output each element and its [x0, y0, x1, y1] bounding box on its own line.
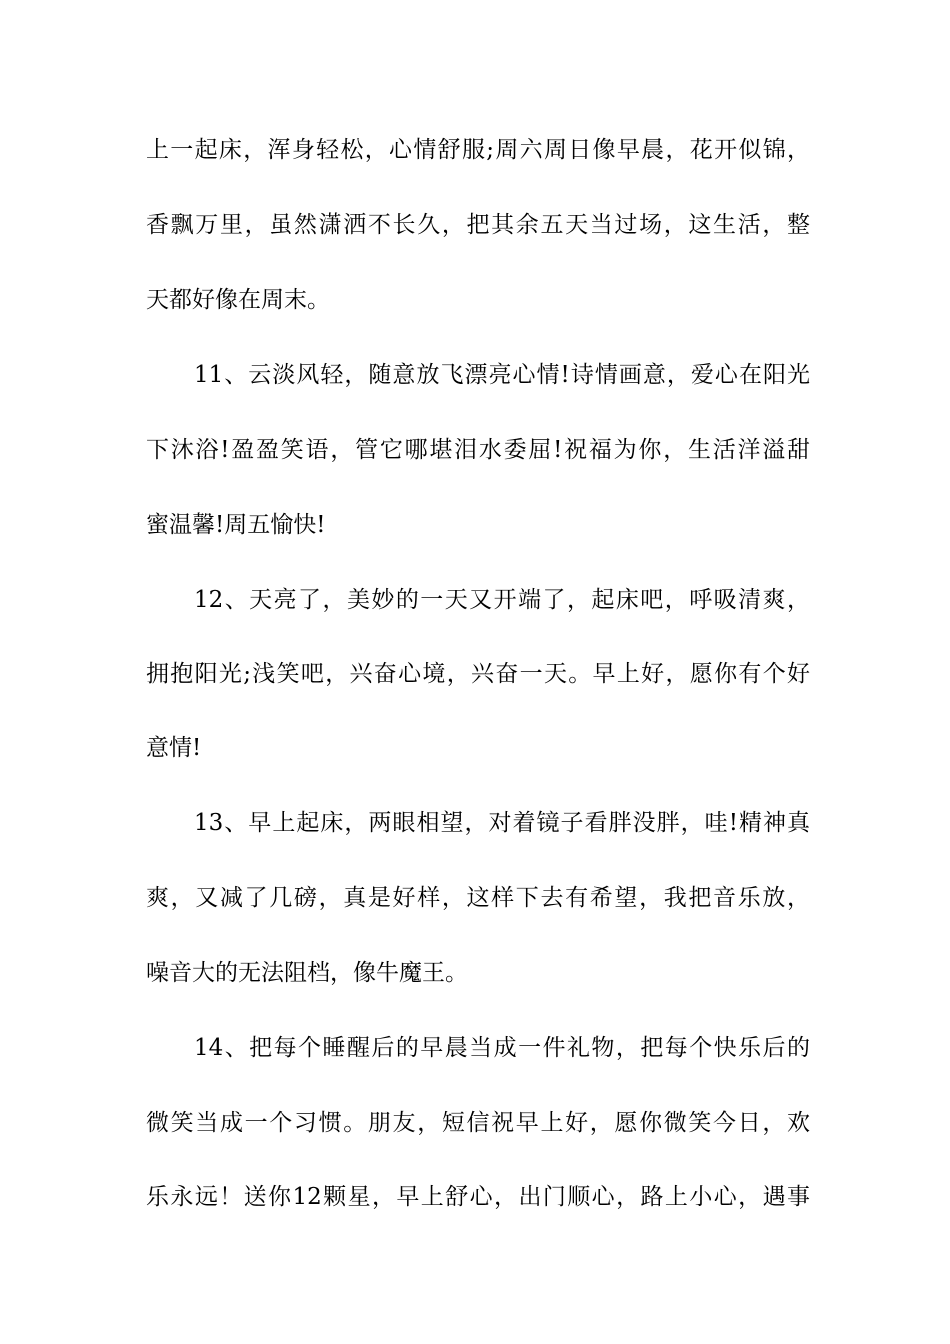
text-line: 12、天亮了，美妙的一天又开端了，起床吧，呼吸清爽，: [194, 587, 810, 613]
text-line: 乐永远！送你12颗星，早上舒心，出门顺心，路上小心，遇事: [146, 1184, 810, 1210]
text-line: 11、云淡风轻，随意放飞漂亮心情!诗情画意，爱心在阳光: [194, 362, 810, 388]
text-line: 13、早上起床，两眼相望，对着镜子看胖没胖，哇!精神真: [194, 810, 810, 836]
text-line: 微笑当成一个习惯。朋友，短信祝早上好，愿你微笑今日，欢: [146, 1110, 810, 1136]
text-line: 香飘万里，虽然潇洒不长久，把其余五天当过场，这生活，整: [146, 212, 810, 238]
text-line: 蜜温馨!周五愉快!: [146, 512, 326, 538]
text-line: 噪音大的无法阻档，像牛魔王。: [146, 960, 468, 986]
text-line: 14、把每个睡醒后的早晨当成一件礼物，把每个快乐后的: [194, 1035, 810, 1061]
text-line: 下沐浴!盈盈笑语，管它哪堪泪水委屈!祝福为你，生活洋溢甜: [146, 437, 810, 463]
text-line: 爽，又减了几磅，真是好样，这样下去有希望，我把音乐放，: [146, 885, 810, 911]
text-line: 意情!: [146, 735, 202, 761]
text-line: 拥抱阳光;浅笑吧，兴奋心境，兴奋一天。早上好，愿你有个好: [146, 661, 810, 687]
text-line: 天都好像在周末。: [146, 287, 330, 313]
text-line: 上一起床，浑身轻松，心情舒服;周六周日像早晨，花开似锦，: [146, 137, 810, 163]
